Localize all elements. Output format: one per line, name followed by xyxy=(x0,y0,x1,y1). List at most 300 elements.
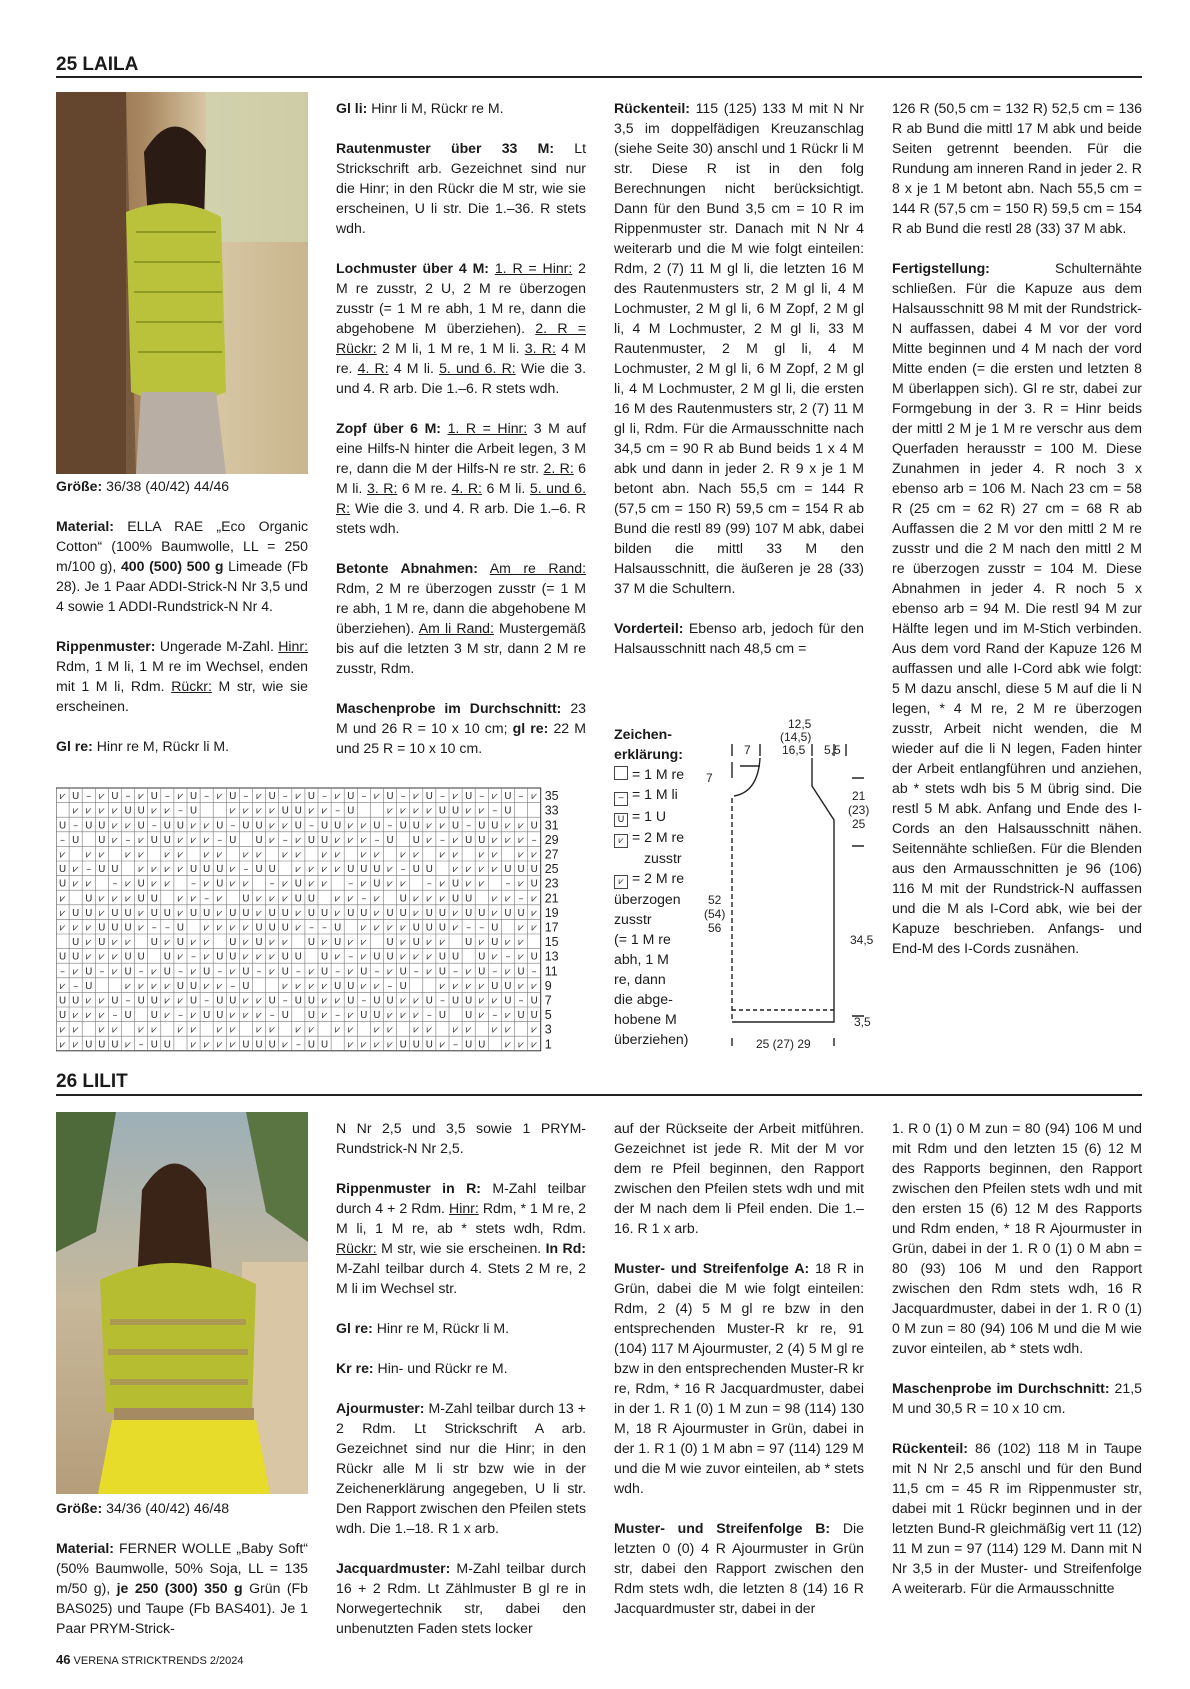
chart-symbol: U xyxy=(360,1010,368,1022)
chart-symbol: ⩗ xyxy=(518,849,524,861)
chart-symbol: U xyxy=(255,937,263,949)
chart-symbol: ⩗ xyxy=(334,995,341,1007)
chart-symbol: – xyxy=(191,951,197,963)
chart-symbol: ⩗ xyxy=(465,878,472,890)
chart-symbol: U xyxy=(176,922,185,934)
chart-symbol: U xyxy=(504,864,512,876)
chart-symbol: ⩗ xyxy=(308,864,315,876)
chart-symbol: U xyxy=(307,1010,316,1022)
chart-symbol: ⩗ xyxy=(465,980,472,992)
chart-symbol: ⩗ xyxy=(374,922,380,934)
chart-symbol: U xyxy=(347,907,355,919)
chart-symbol: U xyxy=(347,864,355,876)
chart-symbol: – xyxy=(164,791,170,803)
chart-symbol: ⩗ xyxy=(269,966,275,978)
chart-symbol: ⩗ xyxy=(177,849,184,861)
chart-symbol: ⩗ xyxy=(256,849,262,861)
chart-symbol: U xyxy=(451,995,460,1007)
rautenmuster-info: Rautenmuster über 33 M: Lt Strickschrift arb. Gezeichnet sind nur die Hinr; in den Rückr die M str, wie sie erscheinen, U li str. Die 1.–36. R stets wdh. xyxy=(336,140,586,236)
chart-symbol: U xyxy=(464,893,473,905)
chart-symbol: ⩗ xyxy=(478,878,485,890)
chart-symbol: – xyxy=(518,893,524,905)
chart-symbol: ⩗ xyxy=(203,951,210,963)
chart-symbol: – xyxy=(269,1010,275,1022)
chart-symbol: U xyxy=(373,864,381,876)
chart-symbol: – xyxy=(505,878,511,890)
chart-symbol: ⩗ xyxy=(347,820,354,832)
chart-symbol: – xyxy=(426,1010,432,1022)
chart-symbol: U xyxy=(386,907,394,919)
jacquard-cont: auf der Rückseite der Arbeit mitführen. Gezeichnet ist jede R. Mit der M vor dem re Pfeil beginnen, den Rapport zwischen den Pfeilen stets wdh und mit der M nach dem li Pfeil enden. Die 1.–16. R 1 x arb. xyxy=(614,1120,864,1236)
chart-symbol: U xyxy=(111,864,119,876)
svg-text:52: 52 xyxy=(708,893,722,907)
chart-row-number: 29 xyxy=(544,832,559,847)
chart-symbol: U xyxy=(307,937,316,949)
chart-symbol: U xyxy=(504,980,512,992)
chart-symbol: U xyxy=(386,834,394,846)
chart-symbol: ⩗ xyxy=(190,1024,197,1036)
chart-symbol: ⩗ xyxy=(256,791,262,803)
legend-yarnover: U = 1 U xyxy=(614,806,694,827)
chart-symbol: ⩗ xyxy=(85,995,92,1007)
chart-symbol: U xyxy=(163,1039,172,1051)
chart-symbol: ⩗ xyxy=(85,937,92,949)
chart-symbol: U xyxy=(229,951,237,963)
chart-symbol: U xyxy=(71,834,80,846)
knitting-chart xyxy=(56,786,596,1052)
chart-symbol: U xyxy=(281,922,289,934)
chart-symbol: – xyxy=(531,966,537,978)
chart-symbol: ⩗ xyxy=(151,805,158,817)
chart-symbol: U xyxy=(464,1010,473,1022)
chart-symbol: ⩗ xyxy=(138,834,144,846)
chart-symbol: ⩗ xyxy=(387,805,393,817)
chart-symbol: ⩗ xyxy=(164,937,171,949)
chart-symbol: U xyxy=(320,1039,329,1051)
chart-symbol: ⩗ xyxy=(230,1039,236,1051)
chart-symbol: ⩗ xyxy=(413,951,420,963)
chart-symbol: ⩗ xyxy=(334,893,341,905)
chart-symbol: U xyxy=(478,834,486,846)
svg-text:(23): (23) xyxy=(848,803,870,817)
chart-symbol: U xyxy=(386,937,394,949)
chart-symbol: – xyxy=(400,791,406,803)
chart-symbol: ⩗ xyxy=(426,1024,433,1036)
chart-symbol: U xyxy=(451,893,460,905)
chart-symbol: ⩗ xyxy=(426,966,433,978)
chart-symbol: ⩗ xyxy=(426,893,433,905)
chart-symbol: U xyxy=(268,922,276,934)
chart-symbol: ⩗ xyxy=(112,805,118,817)
chart-symbol: U xyxy=(150,893,158,905)
chart-symbol: – xyxy=(204,893,210,905)
chart-symbol: ⩗ xyxy=(112,893,118,905)
chart-symbol: ⩗ xyxy=(321,864,328,876)
chart-symbol: ⩗ xyxy=(321,1010,328,1022)
glatt-rechts-lilit: Gl re: Hinr re M, Rückr li M. xyxy=(336,1320,510,1336)
svg-text:(14,5): (14,5) xyxy=(780,730,812,744)
chart-symbol: ⩗ xyxy=(452,1024,459,1036)
model-photo-laila xyxy=(56,92,308,474)
chart-symbol: U xyxy=(111,1039,119,1051)
chart-symbol: – xyxy=(413,966,419,978)
chart-symbol: ⩗ xyxy=(295,791,302,803)
chart-symbol: – xyxy=(348,878,354,890)
chart-symbol: U xyxy=(333,820,342,832)
lilit-col2 xyxy=(336,1118,586,1638)
chart-symbol: ⩗ xyxy=(216,922,223,934)
chart-symbol: ⩗ xyxy=(190,937,197,949)
lilit-col4 xyxy=(892,1118,1142,1598)
chart-symbol: ⩗ xyxy=(216,1039,223,1051)
chart-symbol: U xyxy=(491,820,499,832)
chart-symbol: ⩗ xyxy=(164,864,171,876)
chart-symbol: ⩗ xyxy=(99,1024,105,1036)
chart-symbol: – xyxy=(191,878,197,890)
chart-symbol: U xyxy=(517,1010,525,1022)
chart-symbol: ⩗ xyxy=(505,893,511,905)
chart-symbol: U xyxy=(176,937,185,949)
chart-symbol: ⩗ xyxy=(72,1039,79,1051)
chart-symbol: U xyxy=(85,893,93,905)
chart-symbol: ⩗ xyxy=(138,922,144,934)
chart-symbol: – xyxy=(243,791,249,803)
chart-symbol: U xyxy=(229,937,237,949)
chart-symbol: ⩗ xyxy=(99,995,105,1007)
chart-symbol: ⩗ xyxy=(452,864,459,876)
chart-symbol: U xyxy=(517,907,525,919)
chart-symbol: – xyxy=(282,995,288,1007)
chart-symbol: U xyxy=(202,907,211,919)
chart-symbol: ⩗ xyxy=(243,805,249,817)
chart-symbol: ⩗ xyxy=(413,995,420,1007)
chart-symbol: ⩗ xyxy=(426,805,433,817)
chart-symbol: U xyxy=(294,893,303,905)
chart-symbol: U xyxy=(464,937,473,949)
chart-symbol: ⩗ xyxy=(72,878,79,890)
chart-symbol: ⩗ xyxy=(505,1039,511,1051)
chart-symbol: ⩗ xyxy=(125,878,131,890)
chart-symbol: U xyxy=(438,951,447,963)
chart-symbol: ⩗ xyxy=(347,1039,354,1051)
chart-symbol: ⩗ xyxy=(413,1010,420,1022)
chart-symbol: ⩗ xyxy=(531,849,537,861)
chart-symbol: ⩗ xyxy=(308,1024,315,1036)
chart-symbol: U xyxy=(373,951,381,963)
chart-symbol: U xyxy=(176,980,185,992)
chart-symbol: – xyxy=(151,820,157,832)
chart-symbol: ⩗ xyxy=(505,937,511,949)
section-rule xyxy=(56,76,1142,78)
chart-symbol: U xyxy=(360,907,368,919)
chart-symbol: ⩗ xyxy=(387,1039,393,1051)
chart-symbol: U xyxy=(229,907,237,919)
chart-symbol: ⩗ xyxy=(492,995,498,1007)
chart-symbol: U xyxy=(386,995,394,1007)
chart-symbol: ⩗ xyxy=(138,907,144,919)
svg-text:16,5: 16,5 xyxy=(782,743,806,757)
chart-symbol: ⩗ xyxy=(151,1024,158,1036)
chart-symbol: ⩗ xyxy=(505,1024,511,1036)
chart-symbol: ⩗ xyxy=(413,907,420,919)
chart-symbol: U xyxy=(425,922,434,934)
chart-symbol: ⩗ xyxy=(439,893,446,905)
chart-symbol: U xyxy=(242,907,250,919)
chart-symbol: – xyxy=(453,966,459,978)
chart-symbol: – xyxy=(361,995,367,1007)
chart-symbol: ⩗ xyxy=(99,849,105,861)
chart-symbol: ⩗ xyxy=(282,878,289,890)
chart-symbol: ⩗ xyxy=(478,1010,485,1022)
chart-symbol: U xyxy=(150,907,158,919)
legend-title-2: erklärung: xyxy=(614,746,683,762)
chart-symbol: U xyxy=(229,995,237,1007)
chart-symbol: – xyxy=(73,980,79,992)
chart-symbol: ⩗ xyxy=(85,951,92,963)
chart-symbol: U xyxy=(491,937,499,949)
chart-symbol: U xyxy=(98,864,106,876)
kraus-rechts-lilit: Kr re: Hin- und Rückr re M. xyxy=(336,1360,508,1376)
chart-symbol: – xyxy=(387,980,393,992)
chart-symbol: U xyxy=(464,907,473,919)
chart-symbol: ⩗ xyxy=(243,878,249,890)
chart-symbol: ⩗ xyxy=(269,805,275,817)
chart-symbol: U xyxy=(71,951,80,963)
chart-row-number: 5 xyxy=(544,1008,552,1023)
chart-symbol: U xyxy=(124,805,132,817)
chart-symbol: ⩗ xyxy=(361,922,367,934)
chart-symbol: U xyxy=(111,922,119,934)
legend-knit: = 1 M re xyxy=(614,764,694,784)
glatt-links-info: Gl li: Hinr li M, Rückr re M. xyxy=(336,100,504,116)
chart-row-number: 17 xyxy=(544,920,559,935)
chart-symbol: U xyxy=(281,805,289,817)
chart-symbol: ⩗ xyxy=(518,922,524,934)
chart-symbol: ⩗ xyxy=(138,849,144,861)
chart-symbol: U xyxy=(399,820,407,832)
chart-symbol: ⩗ xyxy=(177,951,184,963)
chart-symbol: U xyxy=(425,995,434,1007)
chart-symbol: U xyxy=(333,980,342,992)
chart-symbol: ⩗ xyxy=(465,864,472,876)
chart-symbol: – xyxy=(151,922,157,934)
chart-symbol: ⩗ xyxy=(230,1010,236,1022)
chart-symbol: ⩗ xyxy=(400,878,406,890)
chart-symbol: ⩗ xyxy=(256,805,262,817)
chart-symbol: ⩗ xyxy=(243,1010,249,1022)
chart-symbol: ⩗ xyxy=(282,893,289,905)
chart-symbol: U xyxy=(399,980,407,992)
legend-title: Zeichen- xyxy=(614,726,672,742)
chart-symbol: U xyxy=(150,1039,158,1051)
chart-symbol: U xyxy=(320,951,329,963)
chart-symbol: – xyxy=(86,864,92,876)
chart-symbol: ⩗ xyxy=(138,791,144,803)
chart-symbol: U xyxy=(268,995,276,1007)
chart-symbol: – xyxy=(177,1010,183,1022)
chart-symbol: ⩗ xyxy=(492,791,498,803)
chart-symbol: U xyxy=(386,951,394,963)
folge-a-lilit: Muster- und Streifenfolge A: 18 R in Grün, dabei die M wie folgt einteilen: Rdm, 2 (4) 5 M gl re bzw in den entsprechenden Muster-R kr re, 91 (104) 117 M Ajourmuster, 2 (4) 5 M gl re bzw in den entsprechenden Muster-R kr re, Rdm, * 16 R Jacquardmuster, dabei in der 1. R 1 (0) 1 M zun = 98 (114) 130 M, 18 R Ajourmuster in Grün, dabei in der 1. R 1 (0) 1 M abn = 97 (114) 129 M und die M wie zuvor einteilen, ab * stets wdh. xyxy=(614,1260,864,1496)
chart-symbol: U xyxy=(504,805,512,817)
chart-row-number: 19 xyxy=(544,905,559,920)
chart-symbol: ⩗ xyxy=(230,966,236,978)
chart-symbol: – xyxy=(335,1010,341,1022)
chart-symbol: U xyxy=(412,820,420,832)
chart-symbol: ⩗ xyxy=(387,864,393,876)
folge-b-lilit: Muster- und Streifenfolge B: Die letzten 0 (0) 4 R Ajourmuster in Grün str, dabei den Rapport zwischen den Rdm stets wdh, die letzten 8 (14) 16 R Jacquardmuster str, dabei in der xyxy=(614,1520,864,1616)
chart-symbol: ⩗ xyxy=(203,820,210,832)
chart-symbol: ⩗ xyxy=(203,980,210,992)
chart-symbol: ⩗ xyxy=(334,864,341,876)
chart-symbol: ⩗ xyxy=(216,893,223,905)
chart-symbol: ⩗ xyxy=(518,878,524,890)
chart-row-number: 1 xyxy=(544,1037,552,1052)
chart-symbol: ⩗ xyxy=(203,922,210,934)
chart-symbol: – xyxy=(335,805,341,817)
chart-symbol: ⩗ xyxy=(282,849,289,861)
chart-symbol: ⩗ xyxy=(177,995,184,1007)
chart-symbol: – xyxy=(125,791,131,803)
chart-symbol: U xyxy=(58,995,67,1007)
chart-symbol: – xyxy=(374,834,380,846)
chart-symbol: U xyxy=(294,805,303,817)
chart-symbol: – xyxy=(204,791,210,803)
chart-symbol: U xyxy=(530,864,538,876)
chart-symbol: ⩗ xyxy=(256,951,262,963)
chart-symbol: ⩗ xyxy=(374,791,380,803)
chart-symbol: – xyxy=(138,966,144,978)
chart-symbol: U xyxy=(320,907,329,919)
chart-symbol: ⩗ xyxy=(374,893,380,905)
chart-symbol: ⩗ xyxy=(492,864,498,876)
chart-symbol: – xyxy=(282,834,288,846)
chart-symbol: U xyxy=(176,820,185,832)
chart-symbol: – xyxy=(308,820,314,832)
chart-symbol: U xyxy=(242,980,250,992)
chart-symbol: U xyxy=(451,878,460,890)
chart-symbol: U xyxy=(281,1010,289,1022)
chart-symbol: – xyxy=(439,791,445,803)
chart-symbol: ⩗ xyxy=(59,791,66,803)
chart-symbol: ⩗ xyxy=(465,966,472,978)
chart-symbol: ⩗ xyxy=(452,834,459,846)
rueckenteil-lilit: Rückenteil: 86 (102) 118 M in Taupe mit N Nr 2,5 anschl und für den Bund 11,5 cm = 45 R im Rippenmuster str, dabei mit 1 Rückr beginnen und in der letzten Bund-R gleichmäßig vert 11 (12) 11 M zun = 97 (114) 129 M. Dann mit N Nr 3,5 in der Muster- und Streifenfolge A weiterarb. Für die Armausschnitte xyxy=(892,1440,1142,1596)
chart-symbol: ⩗ xyxy=(72,966,79,978)
chart-symbol: U xyxy=(85,966,93,978)
chart-symbol: U xyxy=(216,951,224,963)
needles-cont: N Nr 2,5 und 3,5 sowie 1 PRYM-Rundstrick-N Nr 2,5. xyxy=(336,1120,586,1156)
chart-symbol: ⩗ xyxy=(216,1024,223,1036)
chart-symbol: ⩗ xyxy=(439,980,446,992)
chart-symbol: ⩗ xyxy=(492,907,498,919)
chart-symbol: U xyxy=(124,1010,132,1022)
chart-symbol: – xyxy=(361,893,367,905)
chart-row-number: 21 xyxy=(544,891,559,906)
chart-symbol: U xyxy=(189,864,198,876)
chart-symbol: ⩗ xyxy=(439,820,446,832)
chart-symbol: U xyxy=(281,951,289,963)
chart-symbol: U xyxy=(530,951,538,963)
chart-symbol: U xyxy=(478,951,486,963)
page-footer xyxy=(56,1652,243,1667)
chart-symbol: ⩗ xyxy=(138,864,144,876)
chart-symbol: ⩗ xyxy=(72,805,79,817)
chart-symbol: ⩗ xyxy=(452,791,459,803)
chart-symbol: U xyxy=(150,937,158,949)
chart-symbol: ⩗ xyxy=(413,893,420,905)
chart-symbol: – xyxy=(479,922,485,934)
chart-symbol: U xyxy=(124,966,132,978)
laila-col2 xyxy=(336,98,586,758)
chart-symbol: U xyxy=(294,995,303,1007)
chart-symbol: ⩗ xyxy=(374,1024,380,1036)
chart-symbol: ⩗ xyxy=(478,937,485,949)
chart-symbol: U xyxy=(438,966,447,978)
chart-symbol: U xyxy=(373,1010,381,1022)
chart-symbol: U xyxy=(163,834,172,846)
chart-symbol: ⩗ xyxy=(72,1024,79,1036)
chart-symbol: U xyxy=(530,820,538,832)
chart-symbol: ⩗ xyxy=(321,849,328,861)
chart-symbol: ⩗ xyxy=(321,937,328,949)
chart-symbol: ⩗ xyxy=(426,820,433,832)
chart-symbol: U xyxy=(360,864,368,876)
chart-row-number: 15 xyxy=(544,935,559,950)
chart-symbol: ⩗ xyxy=(230,1024,236,1036)
chart-symbol: ⩗ xyxy=(426,937,433,949)
chart-symbol: ⩗ xyxy=(72,922,79,934)
legend-k2tog: ⩗ = 2 M re xyxy=(614,827,694,848)
chart-symbol: U xyxy=(137,805,145,817)
chart-symbol: ⩗ xyxy=(256,893,262,905)
chart-symbol: ⩗ xyxy=(387,1010,393,1022)
chart-symbol: – xyxy=(492,966,498,978)
laila-col1 xyxy=(56,476,308,756)
chart-symbol: ⩗ xyxy=(492,849,498,861)
chart-row-number: 3 xyxy=(544,1022,552,1037)
chart-symbol: ⩗ xyxy=(505,834,511,846)
chart-symbol: ⩗ xyxy=(295,849,302,861)
chart-symbol: ⩗ xyxy=(72,1010,79,1022)
chart-symbol: U xyxy=(464,995,473,1007)
chart-symbol: U xyxy=(202,1010,211,1022)
chart-symbol: ⩗ xyxy=(112,966,118,978)
chart-symbol: ⩗ xyxy=(400,937,406,949)
chart-symbol: U xyxy=(412,864,420,876)
chart-symbol: U xyxy=(320,834,329,846)
chart-symbol: ⩗ xyxy=(190,1010,197,1022)
legend-ssk: ⩗ = 2 M re xyxy=(614,868,694,889)
svg-text:34,5: 34,5 xyxy=(850,933,874,947)
chart-symbol: ⩗ xyxy=(164,980,171,992)
chart-symbol: ⩗ xyxy=(413,805,420,817)
chart-symbol: ⩗ xyxy=(531,791,537,803)
chart-symbol: ⩗ xyxy=(59,1024,66,1036)
chart-symbol: – xyxy=(400,864,406,876)
chart-symbol: U xyxy=(189,805,198,817)
chart-symbol: ⩗ xyxy=(347,834,354,846)
chart-symbol: U xyxy=(478,820,486,832)
chart-symbol: ⩗ xyxy=(177,834,184,846)
chart-symbol: ⩗ xyxy=(269,1024,275,1036)
chart-symbol: ⩗ xyxy=(465,1024,472,1036)
chart-symbol: ⩗ xyxy=(256,1024,262,1036)
magazine-name: VERENA STRICKTRENDS 2/2024 xyxy=(73,1655,244,1667)
chart-symbol: U xyxy=(425,907,434,919)
chart-symbol: ⩗ xyxy=(164,849,171,861)
chart-symbol: U xyxy=(438,907,447,919)
